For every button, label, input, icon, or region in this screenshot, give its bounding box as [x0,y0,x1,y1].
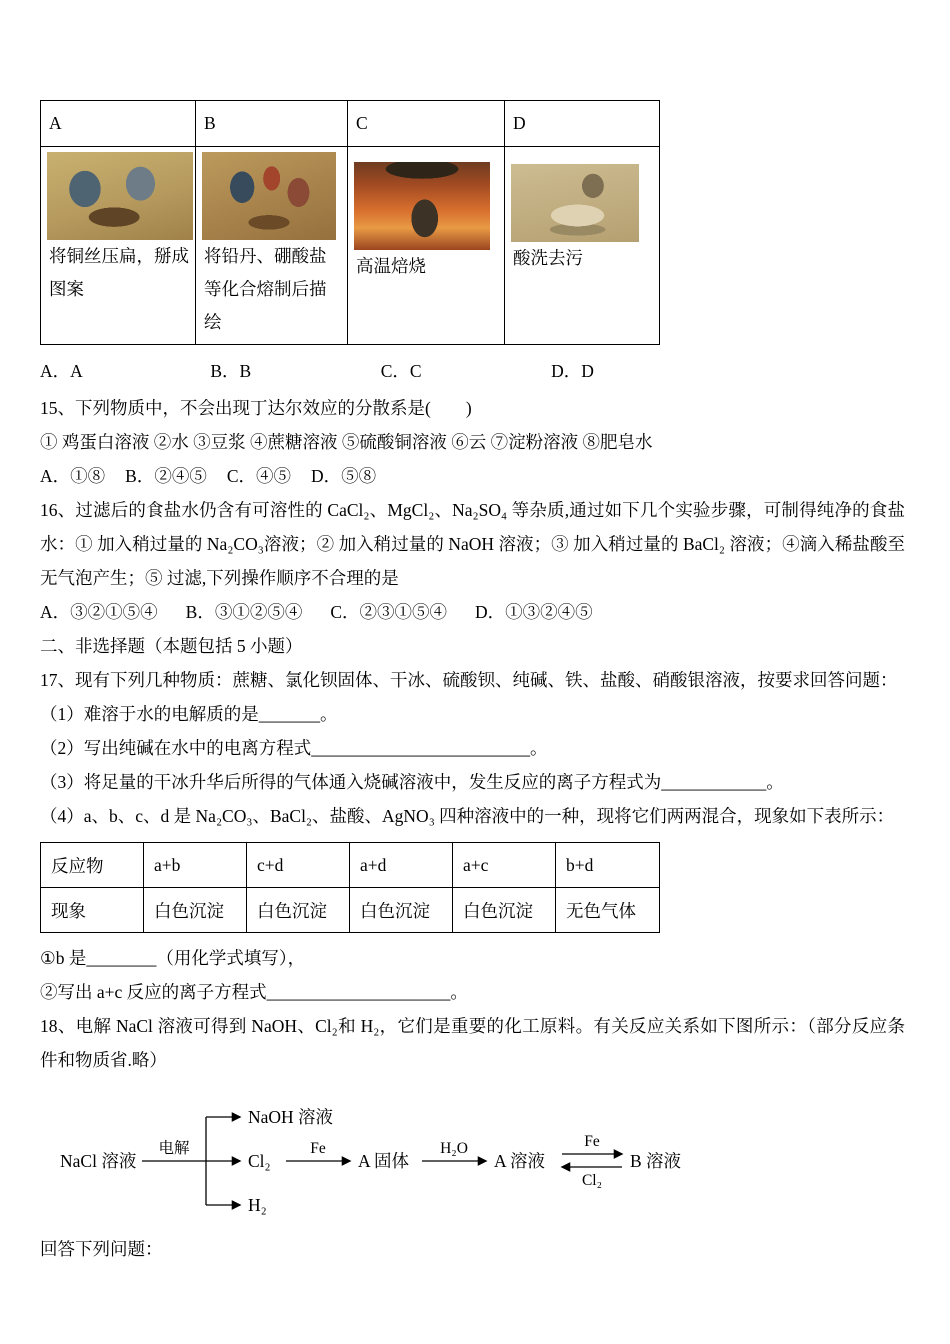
painting-acid-washing [511,164,639,242]
diagram-cl2: Cl₂ [248,1151,271,1171]
option-cell-b [196,147,348,345]
option-header-b: B [196,101,348,147]
reaction-diagram [58,1093,905,1232]
reaction-diagram-svg [58,1093,718,1227]
diagram-b-solution: B 溶液 [630,1151,682,1171]
painting-copper-wire [47,152,193,240]
q17-sub1: ①b 是________（用化学式填写）， [40,948,306,968]
q15-option-a: A．①⑧ [40,466,106,486]
painting-high-temp-roasting [354,162,490,250]
phen-header-cd: c+d [247,843,350,888]
phenomena-value-row [41,888,660,933]
painting-glaze-painting [202,152,336,240]
option-caption-a: 将铜丝压扁，掰成图案 [49,246,189,299]
option-table-header-row [41,101,660,147]
diagram-h2o-label: H₂O [440,1140,468,1157]
phen-cd: 白色沉淀 [247,888,350,933]
answer-option-d: D．D [551,361,594,381]
q14-answer-options [40,354,659,388]
q17-part3: （3）将足量的干冰升华后所得的气体通入烧碱溶液中，发生反应的离子方程式为____________。 [40,772,784,792]
option-header-c: C [348,101,505,147]
section2-title: 二、非选择题（本题包括 5 小题） [40,636,303,656]
q16-option-a: A．③②①⑤④ [40,602,158,622]
q17-stem: 17、现有下列几种物质：蔗糖、氯化钡固体、干冰、硫酸钡、纯碱、铁、盐酸、硝酸银溶液，按要求回答问题： [40,670,898,690]
q15-option-c: C．④⑤ [226,466,292,486]
phen-ad: 白色沉淀 [350,888,453,933]
phen-header-ab: a+b [144,843,247,888]
q17-part2: （2）写出纯碱在水中的电离方程式_________________________。 [40,738,548,758]
phen-bd: 无色气体 [556,888,660,933]
phen-ab: 白色沉淀 [144,888,247,933]
q16-option-d: D．①③②④⑤ [475,602,593,622]
q15-option-b: B．②④⑤ [125,466,207,486]
option-header-a: A [41,101,196,147]
q17-part4: （4）a、b、c、d 是 Na₂CO₃、BaCl₂、盐酸、AgNO₃ 四种溶液中的一种，现将它们两两混合，现象如下表所示： [40,806,895,826]
q15-items: ① 鸡蛋白溶液 ②水 ③豆浆 ④蔗糖溶液 ⑤硫酸铜溶液 ⑥云 ⑦淀粉溶液 ⑧肥皂水 [40,432,653,452]
option-caption-c: 高温焙烧 [356,256,426,276]
phenomena-header-row [41,843,660,888]
q17-part1: （1）难溶于水的电解质的是_______。 [40,704,338,724]
phen-ac: 白色沉淀 [453,888,556,933]
diagram-fe-forward-label: Fe [584,1133,600,1150]
diagram-a-solution: A 溶液 [494,1151,546,1171]
diagram-cl2-reverse-label: Cl₂ [581,1172,603,1189]
phenomena-table [40,842,660,933]
answer-option-a: A．A [40,361,83,381]
phen-label: 现象 [41,888,144,933]
option-image-table [40,100,660,345]
diagram-fe-label: Fe [310,1140,326,1157]
q16-options [40,595,905,629]
option-cell-c [348,147,505,345]
phen-header-ac: a+c [453,843,556,888]
option-cell-a [41,147,196,345]
q18-footer: 回答下列问题： [40,1239,163,1259]
diagram-electrolysis-label: 电解 [158,1140,190,1157]
phen-header-bd: b+d [556,843,660,888]
q15-option-d: D．⑤⑧ [311,466,377,486]
q18-stem: 18、电解 NaCl 溶液可得到 NaOH、Cl₂和 H₂，它们是重要的化工原料。有关反应关系如下图所示：（部分反应条件和物质省.略） [40,1016,905,1070]
diagram-a-solid: A 固体 [358,1151,410,1171]
q16-option-b: B．③①②⑤④ [185,602,303,622]
option-caption-b: 将铅丹、硼酸盐等化合熔制后描绘 [204,246,327,332]
q17-sub2: ②写出 a+c 反应的离子方程式_____________________。 [40,982,468,1002]
diagram-nacl-solution: NaCl 溶液 [60,1151,137,1171]
answer-option-b: B．B [210,361,252,381]
phen-header-ad: a+d [350,843,453,888]
answer-option-c: C．C [380,361,422,381]
diagram-naoh-solution: NaOH 溶液 [248,1107,334,1127]
q16-stem: 16、过滤后的食盐水仍含有可溶性的 CaCl₂、MgCl₂、Na₂SO₄ 等杂质,通过如下几个实验步骤，可制得纯净的食盐水：① 加入稍过量的 Na₂CO₃溶液；② 加入稍过量的 NaOH 溶液；③ 加入稍过量的 BaCl₂ 溶液；④滴入稀盐酸至无气泡产生；⑤ 过滤,下列操作顺序不合理的是 [40,500,905,588]
option-header-d: D [505,101,660,147]
q15-stem: 15、下列物质中，不会出现丁达尔效应的分散系是( ) [40,398,472,418]
q15-options [40,459,905,493]
diagram-h2: H₂ [248,1195,267,1215]
option-table-content-row [41,147,660,345]
q16-option-c: C．②③①⑤④ [330,602,448,622]
option-cell-d [505,147,660,345]
option-caption-d: 酸洗去污 [513,248,583,268]
phen-header-reactants: 反应物 [41,843,144,888]
